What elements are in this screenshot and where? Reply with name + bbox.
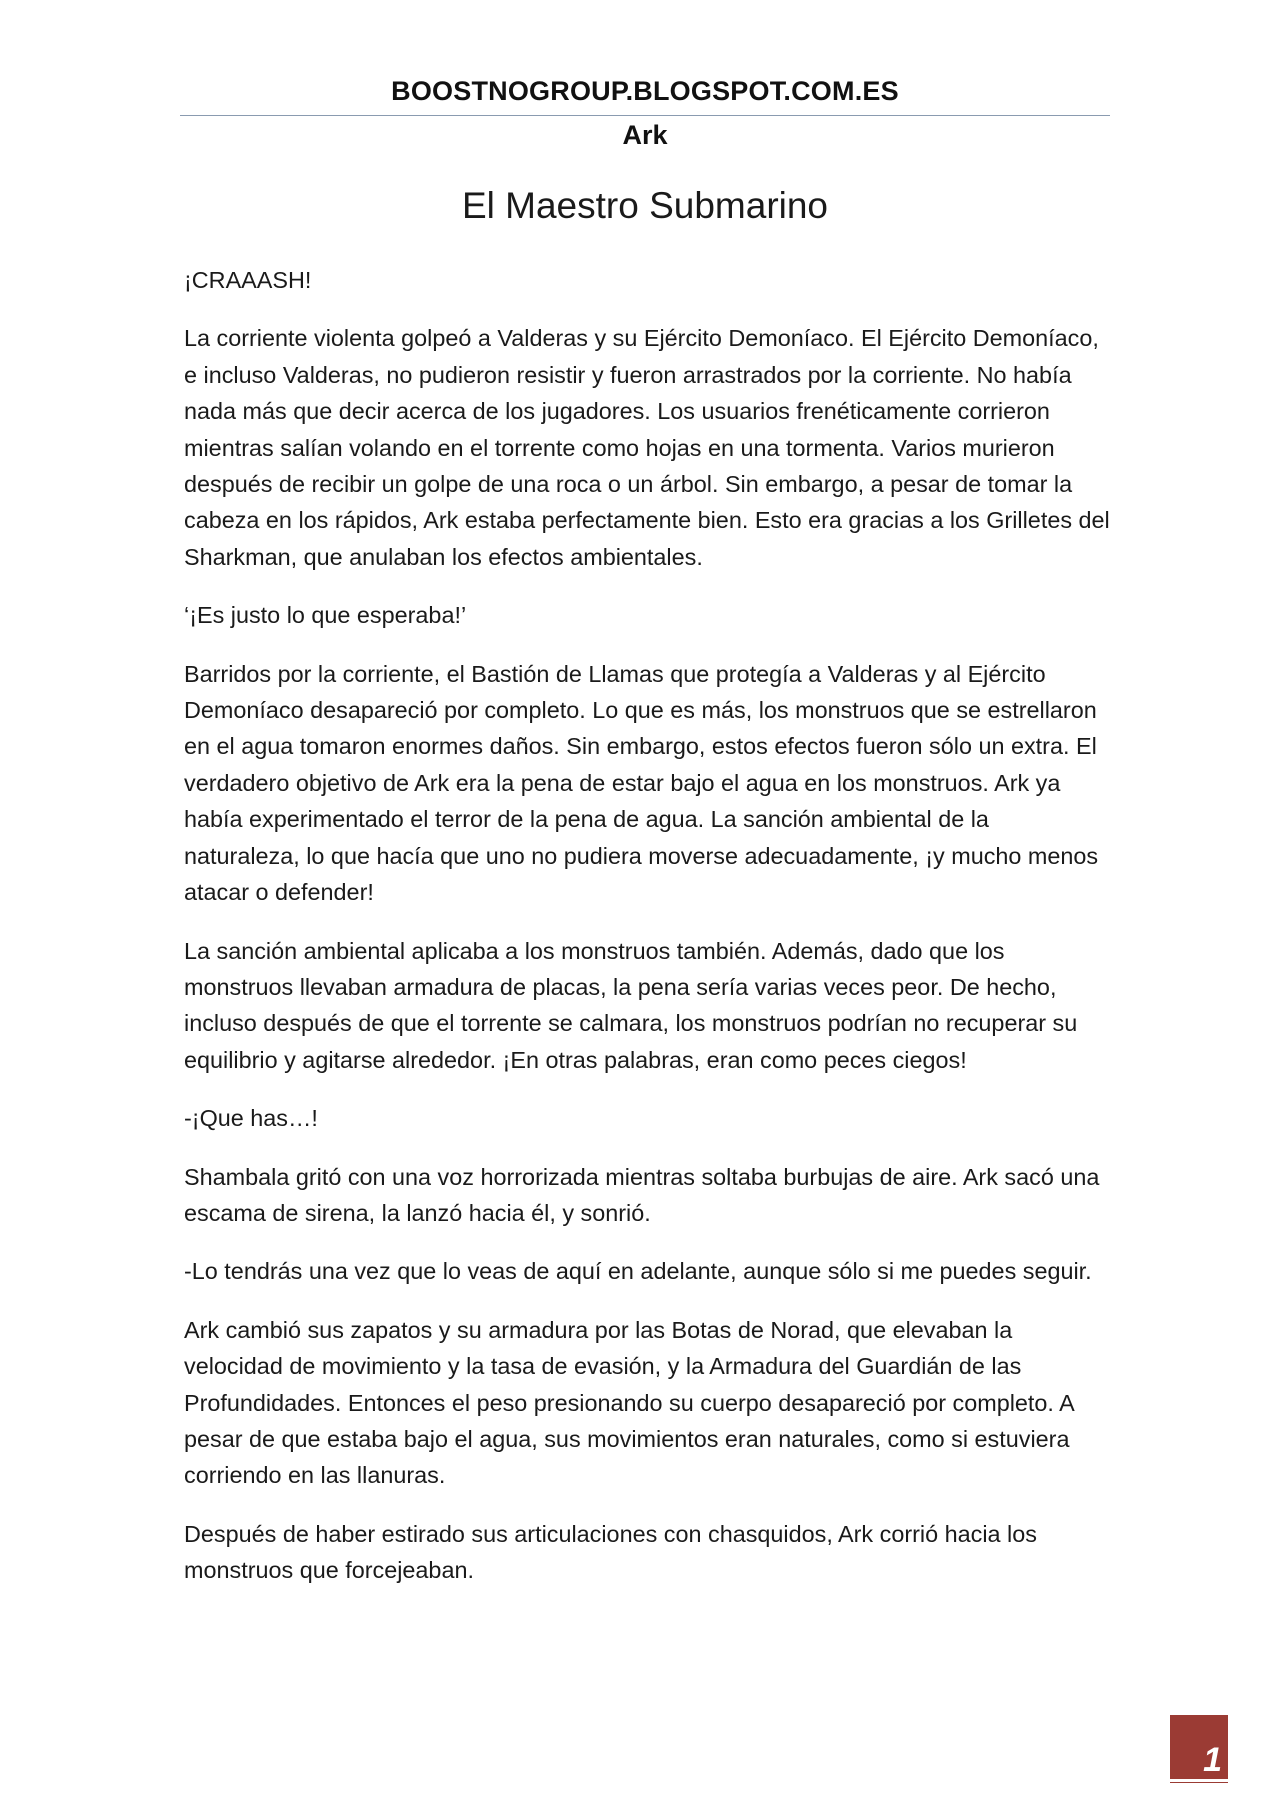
paragraph: ¡CRAAASH! [184, 267, 312, 293]
header-divider [180, 115, 1110, 116]
paragraph: ‘¡Es justo lo que esperaba!’ [184, 602, 467, 629]
header-site-name: BOOSTNOGROUP.BLOGSPOT.COM.ES [391, 76, 899, 106]
paragraph: Barridos por la corriente, el Bastión de Llamas que protegía a Valderas y al Ejército Demoníaco desapareció por completo. Lo que es más, los monstruos que se estrellaron en el agua tomaron enormes daños. Sin embargo, estos efectos fueron sólo un extra. El verdadero objetivo de Ark era la pena de estar bajo el agua en los monstruos. Ark ya había experimentado el terror de la pena de agua. La sanción ambiental de la naturaleza, lo que hacía que uno no pudiera moverse adecuadamente, ¡y mucho menos atacar o defender! [184, 660, 1099, 906]
paragraph: Ark cambió sus zapatos y su armadura por las Botas de Norad, que elevaban la velocidad de movimiento y la tasa de evasión, y la Armadura del Guardián de las Profundidades. Entonces el peso presionando su cuerpo desapareció por completo. A pesar de que estaba bajo el agua, sus movimientos eran naturales, como si estuviera corriendo en las llanuras. [184, 1316, 1074, 1489]
paragraph: -¡Que has…! [184, 1105, 318, 1132]
page-number-underline [1170, 1779, 1228, 1782]
paragraph: Después de haber estirado sus articulaciones con chasquidos, Ark corrió hacia los monstruos que forcejeaban. [184, 1520, 1037, 1584]
page-number-badge [1170, 1715, 1228, 1783]
paragraph: La corriente violenta golpeó a Valderas y su Ejército Demoníaco. El Ejército Demoníaco, e incluso Valderas, no pudieron resistir y fueron arrastrados por la corriente. No había nada más que decir acerca de los jugadores. Los usuarios frenéticamente corrieron mientras salían volando en el torrente como hojas en una tormenta. Varios murieron después de recibir un golpe de una roca o un árbol. Sin embargo, a pesar de tomar la cabeza en los rápidos, Ark estaba perfectamente bien. Esto era gracias a los Grilletes del Sharkman, que anulaban los efectos ambientales. [184, 325, 1110, 570]
paragraph: -Lo tendrás una vez que lo veas de aquí en adelante, aunque sólo si me puedes seguir. [184, 1258, 1092, 1285]
header-book-title: Ark [622, 120, 668, 150]
chapter-title: El Maestro Submarino [461, 185, 829, 226]
chapter-body [184, 262, 1110, 1611]
paragraph: La sanción ambiental aplicaba a los monstruos también. Además, dado que los monstruos llevaban armadura de placas, la pena sería varias veces peor. De hecho, incluso después de que el torrente se calmara, los monstruos podrían no recuperar su equilibrio y agitarse alrededor. ¡En otras palabras, eran como peces ciegos! [184, 937, 1078, 1073]
page-number: 1 [1203, 1741, 1222, 1779]
paragraph: Shambala gritó con una voz horrorizada mientras soltaba burbujas de aire. Ark sacó una escama de sirena, la lanzó hacia él, y sonrió. [184, 1163, 1100, 1226]
